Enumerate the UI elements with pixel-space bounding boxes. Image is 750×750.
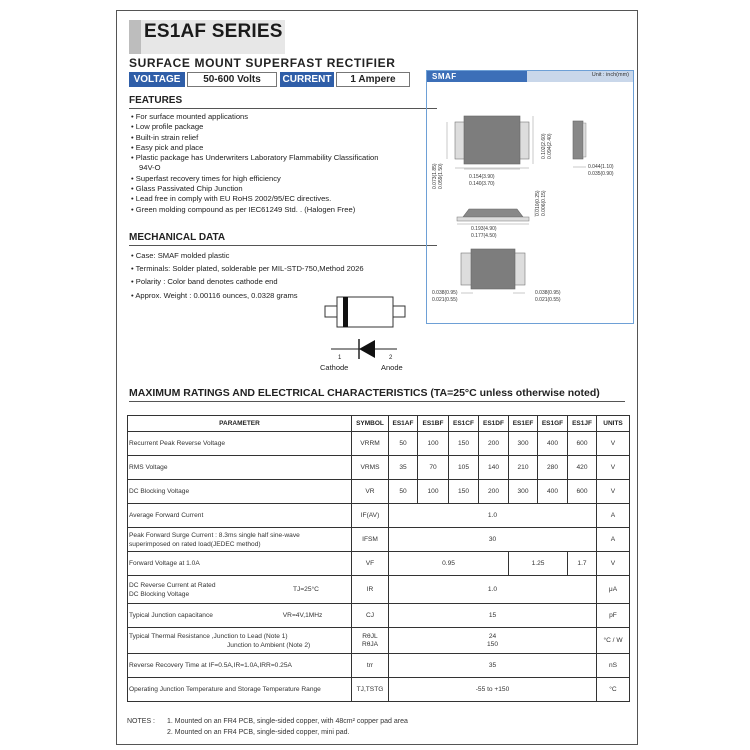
value-cell: 50 [389,480,418,504]
symbol-cell: VF [352,552,389,576]
dim-top-w2: 0.140(3.70) [469,181,495,187]
symbol-cell: TJ,TSTG [352,678,389,702]
dim-bot-l1: 0.038(0.95) [432,290,458,296]
symbol-cell: trr [352,654,389,678]
param-cell: Forward Voltage at 1.0A [128,552,352,576]
value-cell: 200 [479,432,509,456]
param-line: Junction to Ambient (Note 2) [227,641,311,649]
value-cell: 300 [509,480,538,504]
value-cell: 280 [538,456,568,480]
value-cell: 30 [389,528,597,552]
param-cell [128,528,352,552]
unit-cell: °C [597,678,630,702]
table-row [128,576,630,604]
unit-cell: A [597,504,630,528]
list-item: • Approx. Weight : 0.00116 ounces, 0.0328 grams [131,289,364,302]
list-item: • Built-in strain relief [131,133,378,143]
header-cell: UNITS [597,416,630,432]
table-row [128,504,630,528]
ratings-table [127,415,630,702]
value-cell: 35 [389,456,418,480]
param-block [129,581,349,599]
table-row [128,456,630,480]
value-cell: 200 [479,480,509,504]
param-cell: RMS Voltage [128,456,352,480]
package-drawing [427,71,633,323]
unit-cell: V [597,552,630,576]
unit-cell: V [597,456,630,480]
symbol-cell: VRRM [352,432,389,456]
value-cell: -55 to +150 [389,678,597,702]
symbol-cell: VRMS [352,456,389,480]
dim-left-h1: 0.073(1.85) [432,163,438,189]
value-cell: 50 [389,432,418,456]
list-item: 94V-O [139,163,161,173]
list-item: • Plastic package has Underwriters Laboratory Flammability Classification [131,153,378,163]
voltage-value: 50-600 Volts [187,72,277,87]
dim-top-h2: 0.094(2.40) [547,133,553,159]
dim-bot-r1: 0.038(0.95) [535,290,561,296]
value-cell: 100 [418,480,449,504]
subtitle: SURFACE MOUNT SUPERFAST RECTIFIER [129,56,396,70]
table-header-row [128,416,630,432]
value-cell: 35 [389,654,597,678]
value-cell: 210 [509,456,538,480]
symbol-cell: IFSM [352,528,389,552]
list-item: • Terminals: Solder plated, solderable per MIL-STD-750,Method 2026 [131,262,364,275]
list-item: • Lead free in comply with EU RoHS 2002/95/EC directives. [131,194,378,204]
value-cell [389,628,597,654]
condition-text: TJ=25°C [293,585,319,593]
header-cell: ES1AF [389,416,418,432]
page-title: ES1AF SERIES [144,21,283,42]
value-cell: 1.7 [568,552,597,576]
features-rule [129,108,437,109]
value-cell: 300 [509,432,538,456]
table-row [128,604,630,628]
dim-bot-r2: 0.021(0.55) [535,297,561,303]
table-row [128,528,630,552]
table-row [128,432,630,456]
value-cell: 1.0 [389,504,597,528]
list-item: • Glass Passivated Chip Junction [131,184,378,194]
unit-cell: pF [597,604,630,628]
symbol-cell: VR [352,480,389,504]
unit-cell: °C / W [597,628,630,654]
table-row [128,480,630,504]
voltage-label: VOLTAGE [129,72,185,87]
pin1-label: 1 [338,355,342,361]
unit-cell: μA [597,576,630,604]
dim-top-h1: 0.102(2.60) [541,133,547,159]
param-cell: Operating Junction Temperature and Storage Temperature Range [128,678,352,702]
value-cell: 400 [538,480,568,504]
list-item: • For surface mounted applications [131,112,378,122]
header-cell: ES1EF [509,416,538,432]
header-cell: SYMBOL [352,416,389,432]
value-cell: 0.95 [389,552,509,576]
param-cell: Reverse Recovery Time at IF=0.5A,IR=1.0A,IRR=0.25A [128,654,352,678]
symbol-cell: IF(AV) [352,504,389,528]
value-cell: 15 [389,604,597,628]
current-value: 1 Ampere [336,72,410,87]
anode-label: Anode [381,363,403,372]
param-cell [128,576,352,604]
header-cell: ES1BF [418,416,449,432]
dim-side-w1: 0.044(1.10) [588,164,614,170]
package-panel [426,70,634,324]
value-cell: 1.25 [509,552,568,576]
list-item: • Polarity : Color band denotes cathode end [131,275,364,288]
dim-mid-w1: 0.193(4.90) [471,226,497,232]
dim-mid-h1: 0.010(0.25) [535,190,541,216]
features-list [131,112,378,215]
param-text: Typical Junction capacitance [129,612,213,619]
param-line: DC Reverse Current at Rated [129,581,216,589]
table-row [128,654,630,678]
value-cell: 400 [538,432,568,456]
param-line: superimposed on rated load(JEDEC method) [129,540,261,548]
unit-cell: nS [597,654,630,678]
value-cell: 140 [479,456,509,480]
header-cell: ES1CF [449,416,479,432]
value-line: 24 [488,632,497,640]
value-cell: 150 [449,432,479,456]
note-1: 1. Mounted on an FR4 PCB, single-sided copper, with 48cm² copper pad area [167,718,408,725]
list-item: • Case: SMAF molded plastic [131,249,364,262]
value-cell: 70 [418,456,449,480]
param-cell [128,604,352,628]
list-item: • Superfast recovery times for high efficiency [131,174,378,184]
features-heading: FEATURES [129,95,183,106]
header-cell: ES1DF [479,416,509,432]
value-cell: 105 [449,456,479,480]
unit-cell: V [597,432,630,456]
unit-cell: V [597,480,630,504]
param-cell: Average Forward Current [128,504,352,528]
datasheet-page [116,10,638,745]
current-label: CURRENT [280,72,334,87]
value-cell: 150 [449,480,479,504]
mechanical-list [131,249,364,302]
value-cell: 100 [418,432,449,456]
ratings-title: MAXIMUM RATINGS AND ELECTRICAL CHARACTERISTICS (TA=25°C unless otherwise noted) [129,387,600,399]
condition-text: VR=4V,1MHz [282,612,323,619]
mechanical-rule [129,245,437,246]
param-line: Typical Thermal Resistance ,Junction to Lead (Note 1) [129,632,288,640]
list-item: • Easy pick and place [131,143,378,153]
unit-cell: A [597,528,630,552]
mechanical-heading: MECHANICAL DATA [129,232,226,243]
header-cell: ES1JF [568,416,597,432]
header-cell: PARAMETER [128,416,352,432]
value-cell: 1.0 [389,576,597,604]
param-cell [128,628,352,654]
ratings-rule [129,401,625,402]
list-item: • Low profile package [131,122,378,132]
param-cell: DC Blocking Voltage [128,480,352,504]
pin2-label: 2 [389,355,393,361]
package-outline-drawing [321,295,411,331]
param-line: Peak Forward Surge Current : 8.3ms single half sine-wave [129,531,300,539]
symbol-line: RθJA [361,640,379,648]
value-cell: 420 [568,456,597,480]
dim-mid-w2: 0.177(4.50) [471,233,497,239]
notes-label: NOTES : [127,718,156,725]
package-name: SMAF [427,71,532,82]
dim-top-w1: 0.154(3.90) [469,174,495,180]
dim-bot-l2: 0.021(0.55) [432,297,458,303]
symbol-cell: CJ [352,604,389,628]
symbol-cell [352,628,389,654]
package-unit: Unit : inch(mm) [591,72,629,78]
note-2: 2. Mounted on an FR4 PCB, single-sided copper, mini pad. [167,729,350,736]
value-line: 150 [486,640,498,648]
param-cell: Recurrent Peak Reverse Voltage [128,432,352,456]
symbol-cell: IR [352,576,389,604]
value-cell: 600 [568,480,597,504]
table-row [128,628,630,654]
dim-side-w2: 0.035(0.90) [588,171,614,177]
param-line: DC Blocking Voltage [129,590,190,598]
table-row [128,678,630,702]
dim-mid-h2: 0.006(0.15) [541,190,547,216]
cathode-label: Cathode [320,363,349,372]
table-row [128,552,630,576]
list-item: • Green molding compound as per IEC61249 Std. . (Halogen Free) [131,205,378,215]
value-cell: 600 [568,432,597,456]
dim-left-h2: 0.059(1.50) [438,163,444,189]
header-cell: ES1GF [538,416,568,432]
symbol-line: RθJL [362,632,378,640]
